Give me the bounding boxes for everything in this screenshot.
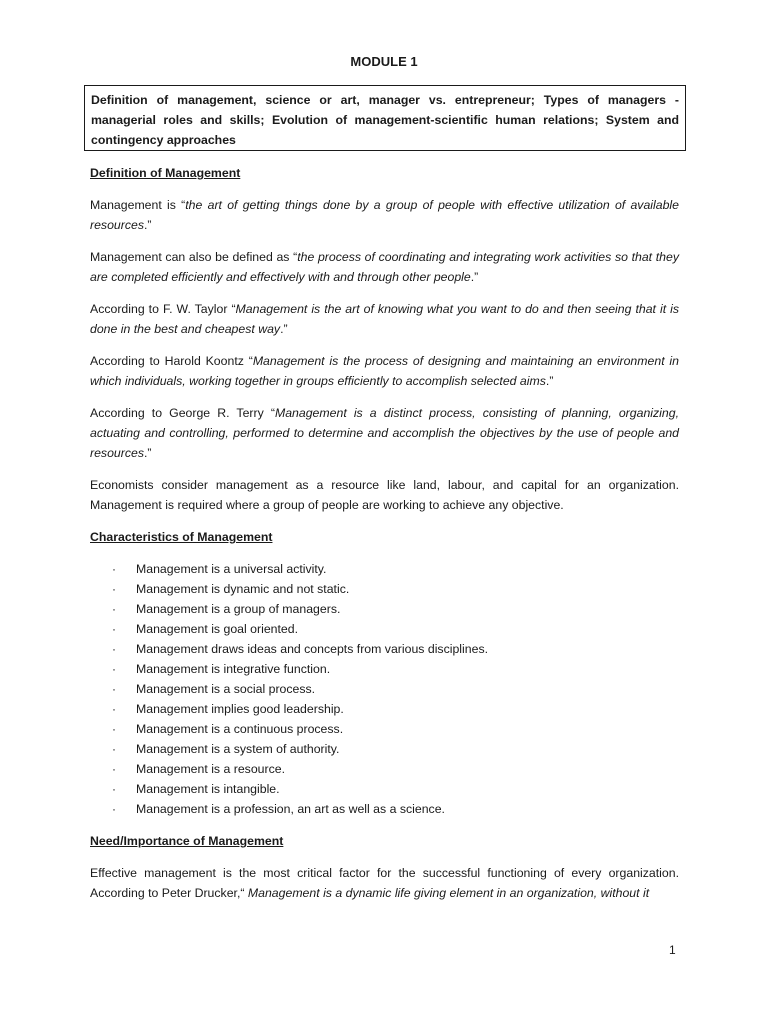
characteristic-item	[90, 599, 679, 619]
characteristic-text: Management is intangible.	[136, 782, 280, 796]
characteristic-item	[90, 659, 679, 679]
characteristic-item	[90, 799, 679, 819]
characteristic-text: Management is goal oriented.	[136, 622, 299, 636]
characteristic-text: Management implies good leadership.	[136, 702, 344, 716]
characteristic-text: Management is a profession, an art as well as a science.	[136, 802, 445, 816]
characteristic-text: Management is integrative function.	[136, 662, 331, 676]
characteristic-item	[90, 719, 679, 739]
bullet-icon: ·	[112, 562, 116, 576]
definition-paragraph-2: Management can also be defined as “the process of coordinating and integrating work activities so that they are completed efficiently and effectively with and through other people.”	[90, 250, 679, 284]
definition-taylor: According to F. W. Taylor “Management is the art of knowing what you want to do and then seeing that it is done in the best and cheapest way.”	[90, 302, 679, 336]
characteristic-text: Management is a group of managers.	[136, 602, 341, 616]
definition-terry: According to George R. Terry “Management is a distinct process, consisting of planning, organizing, actuating and controlling, performed to determine and accomplish the objectives by the use of people and resources.”	[90, 406, 679, 460]
characteristic-item	[90, 559, 679, 579]
characteristic-text: Management is a system of authority.	[136, 742, 340, 756]
topics-box: Definition of management, science or art, manager vs. entrepreneur; Types of managers - managerial roles and skills; Evolution of management-scientific human relations; System and contingency approaches	[84, 85, 686, 151]
bullet-icon: ·	[112, 702, 116, 716]
characteristic-text: Management is a universal activity.	[136, 562, 327, 576]
characteristic-item	[90, 679, 679, 699]
module-title: MODULE 1	[350, 54, 418, 69]
importance-heading: Need/Importance of Management	[90, 834, 284, 848]
bullet-icon: ·	[112, 622, 116, 636]
bullet-icon: ·	[112, 602, 116, 616]
characteristic-text: Management is a continuous process.	[136, 722, 344, 736]
characteristic-item	[90, 579, 679, 599]
bullet-icon: ·	[112, 802, 116, 816]
characteristic-text: Management is a resource.	[136, 762, 286, 776]
definition-koontz: According to Harold Koontz “Management is the process of designing and maintaining an environment in which individuals, working together in groups efficiently to accomplish selected aims.”	[90, 354, 679, 388]
document-body	[90, 163, 679, 915]
importance-paragraph: Effective management is the most critical factor for the successful functioning of every organization. According to Peter Drucker,“ Management is a dynamic life giving element in an organization, without it	[90, 866, 679, 900]
bullet-icon: ·	[112, 582, 116, 596]
bullet-icon: ·	[112, 782, 116, 796]
characteristics-list	[90, 559, 679, 819]
characteristic-text: Management draws ideas and concepts from various disciplines.	[136, 642, 489, 656]
bullet-icon: ·	[112, 742, 116, 756]
characteristic-item	[90, 779, 679, 799]
characteristic-text: Management is dynamic and not static.	[136, 582, 350, 596]
economists-paragraph: Economists consider management as a resource like land, labour, and capital for an organization. Management is required where a group of people are working to achieve any objective.	[90, 478, 679, 512]
characteristic-item	[90, 759, 679, 779]
bullet-icon: ·	[112, 722, 116, 736]
definition-paragraph-1: Management is “the art of getting things done by a group of people with effective utilization of available resources.”	[90, 198, 679, 232]
page-number: 1	[669, 943, 676, 957]
characteristic-item	[90, 699, 679, 719]
bullet-icon: ·	[112, 682, 116, 696]
characteristic-item	[90, 619, 679, 639]
characteristics-heading: Characteristics of Management	[90, 530, 273, 544]
bullet-icon: ·	[112, 642, 116, 656]
characteristic-item	[90, 739, 679, 759]
characteristic-item	[90, 639, 679, 659]
characteristic-text: Management is a social process.	[136, 682, 316, 696]
bullet-icon: ·	[112, 662, 116, 676]
definition-heading: Definition of Management	[90, 166, 241, 180]
bullet-icon: ·	[112, 762, 116, 776]
